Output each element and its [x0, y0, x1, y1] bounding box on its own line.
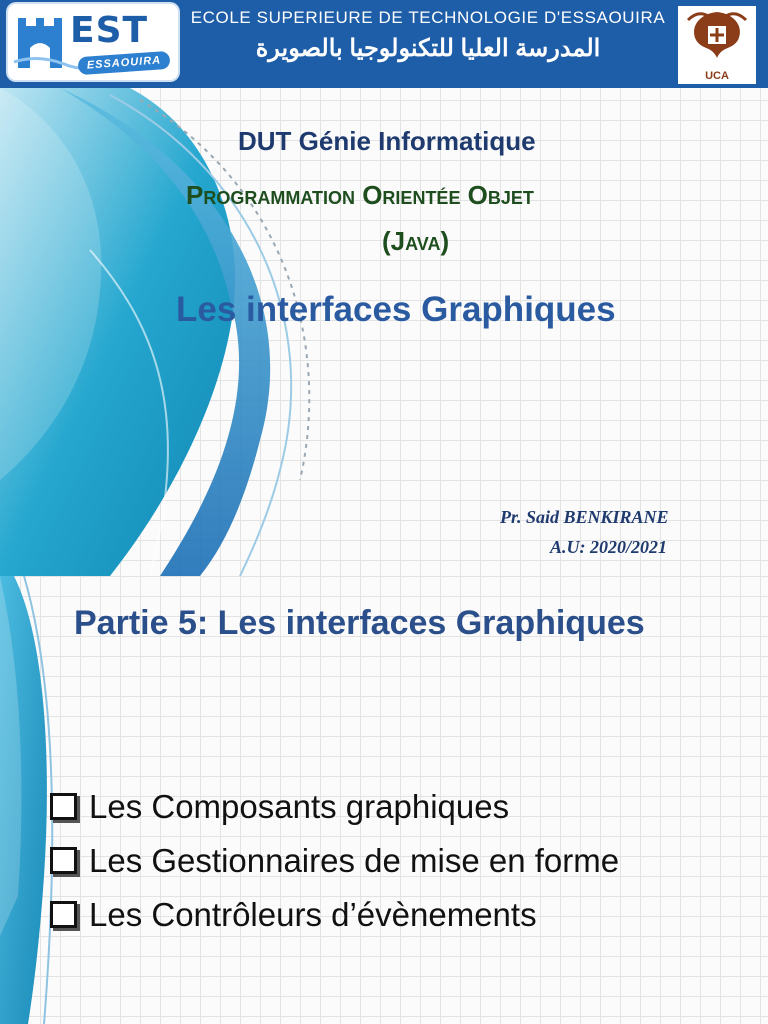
uca-logo	[678, 6, 756, 84]
outline-slide	[0, 576, 768, 1024]
course-language: (Java)	[382, 226, 450, 256]
section-title: Partie 5: Les interfaces Graphiques	[74, 604, 645, 642]
school-name-fr: ECOLE SUPERIEURE DE TECHNOLOGIE D'ESSAOUIRA	[190, 8, 666, 27]
academic-year: A.U: 2020/2021	[550, 537, 667, 557]
list-item-label: Les Contrôleurs d’évènements	[89, 896, 537, 933]
school-banner	[0, 0, 768, 88]
est-logo	[8, 4, 178, 80]
uca-label: UCA	[705, 70, 729, 82]
list-item	[50, 788, 509, 826]
logo-subtext: ESSAOUIRA	[77, 51, 170, 75]
list-item	[50, 896, 537, 934]
list-item-label: Les Gestionnaires de mise en forme	[89, 842, 620, 879]
professor-name: Pr. Said BENKIRANE	[500, 507, 669, 527]
logo-text: EST	[70, 10, 149, 51]
list-item	[50, 842, 619, 880]
course-title: Programmation Orientée Objet	[186, 180, 534, 210]
uca-emblem-icon	[678, 6, 756, 68]
program-name: DUT Génie Informatique	[238, 126, 536, 156]
slide-title: Les interfaces Graphiques	[176, 290, 616, 329]
list-item-label: Les Composants graphiques	[89, 788, 510, 825]
school-name-ar: المدرسة العليا للتكنولوجيا بالصويرة	[255, 35, 601, 62]
checkbox-bullet-icon	[50, 793, 77, 820]
checkbox-bullet-icon	[50, 901, 77, 928]
checkbox-bullet-icon	[50, 847, 77, 874]
